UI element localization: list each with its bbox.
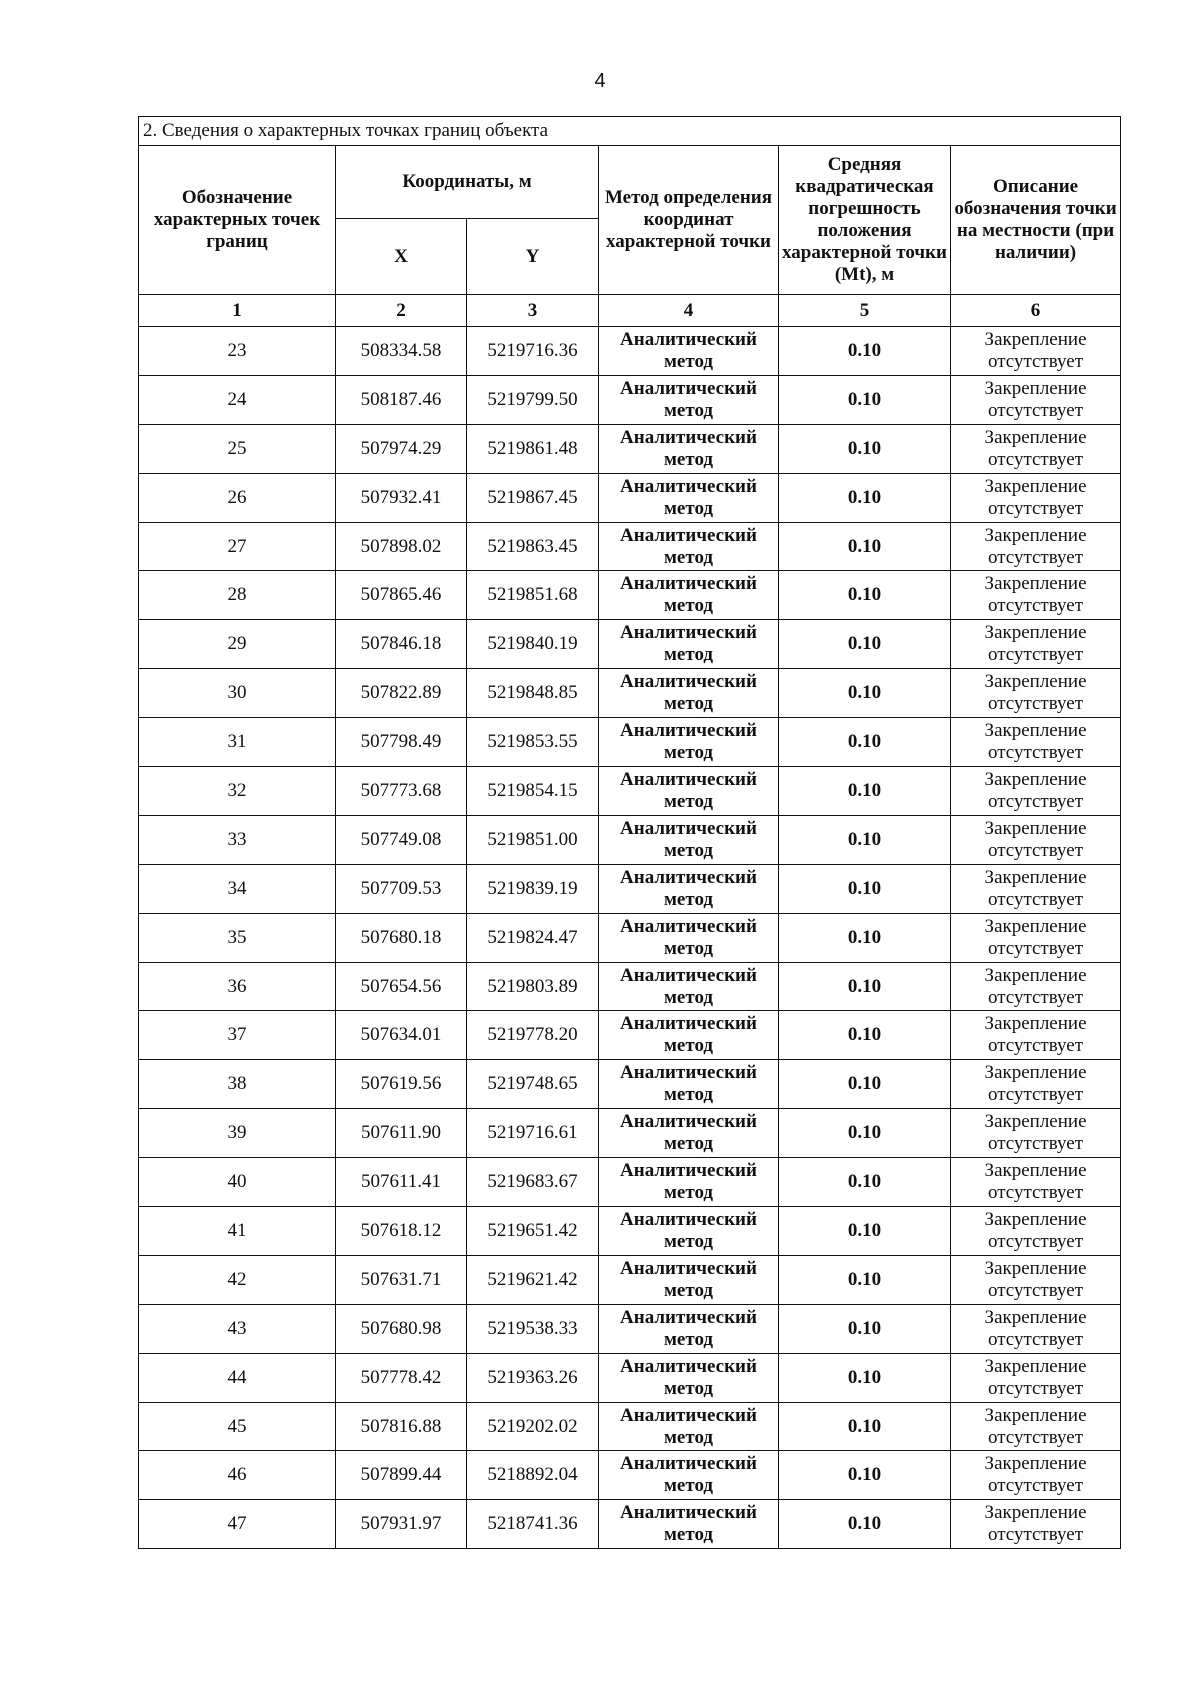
description-cell [951,1304,1121,1353]
method-line-1: Аналитический [620,475,757,497]
table-row [139,669,1121,718]
method-cell [599,767,779,816]
description-cell [951,1011,1121,1060]
header-description: Описание обозначения точки на местности (при наличии) [951,146,1121,295]
table-row [139,1255,1121,1304]
method-line-1: Аналитический [620,1502,757,1524]
point-number: 40 [139,1158,336,1207]
method-cell [599,473,779,522]
coordinate-x: 507778.42 [336,1353,467,1402]
coordinate-x: 508334.58 [336,327,467,376]
description-line-2: отсутствует [988,839,1084,861]
coordinate-x: 507865.46 [336,571,467,620]
description-cell [951,1158,1121,1207]
accuracy-value: 0.10 [779,1500,951,1549]
description-line-2: отсутствует [988,790,1084,812]
description-line-1: Закрепление [984,1160,1087,1182]
table-row [139,571,1121,620]
point-number: 42 [139,1255,336,1304]
accuracy-value: 0.10 [779,1451,951,1500]
method-cell [599,620,779,669]
table-row [139,1011,1121,1060]
description-line-2: отсутствует [988,693,1084,715]
coordinate-y: 5218892.04 [467,1451,599,1500]
accuracy-value: 0.10 [779,962,951,1011]
accuracy-value: 0.10 [779,1207,951,1256]
point-number: 27 [139,522,336,571]
description-cell [951,767,1121,816]
description-cell [951,375,1121,424]
coordinate-y: 5219851.68 [467,571,599,620]
point-number: 26 [139,473,336,522]
method-line-2: метод [663,1328,714,1350]
coordinate-x: 507798.49 [336,718,467,767]
method-line-1: Аналитический [620,426,757,448]
description-cell [951,571,1121,620]
description-cell [951,1500,1121,1549]
description-line-1: Закрепление [984,524,1087,546]
description-cell [951,815,1121,864]
table-row [139,1353,1121,1402]
description-line-1: Закрепление [984,915,1087,937]
accuracy-value: 0.10 [779,327,951,376]
table-row [139,815,1121,864]
description-line-2: отсутствует [988,1475,1084,1497]
accuracy-value: 0.10 [779,1402,951,1451]
method-line-1: Аналитический [620,328,757,350]
coordinate-x: 507932.41 [336,473,467,522]
point-number: 31 [139,718,336,767]
accuracy-value: 0.10 [779,669,951,718]
point-number: 28 [139,571,336,620]
point-number: 30 [139,669,336,718]
description-line-1: Закрепление [984,720,1087,742]
method-cell [599,718,779,767]
description-line-2: отсутствует [988,448,1084,470]
description-line-2: отсутствует [988,644,1084,666]
coordinate-x: 507631.71 [336,1255,467,1304]
description-line-2: отсутствует [988,1328,1084,1350]
accuracy-value: 0.10 [779,1060,951,1109]
accuracy-value: 0.10 [779,571,951,620]
method-line-2: метод [663,1035,714,1057]
description-line-1: Закрепление [984,1111,1087,1133]
description-line-2: отсутствует [988,742,1084,764]
table-row [139,1060,1121,1109]
table-row [139,1500,1121,1549]
header-method: Метод определения координат характерной точки [599,146,779,295]
method-line-1: Аналитический [620,866,757,888]
section-title: 2. Сведения о характерных точках границ объекта [139,117,1121,146]
method-line-2: метод [663,1133,714,1155]
method-line-1: Аналитический [620,1062,757,1084]
point-number: 36 [139,962,336,1011]
coordinate-x: 507899.44 [336,1451,467,1500]
method-line-2: метод [663,1524,714,1546]
accuracy-value: 0.10 [779,1304,951,1353]
coordinate-x: 507816.88 [336,1402,467,1451]
accuracy-value: 0.10 [779,522,951,571]
description-line-1: Закрепление [984,1062,1087,1084]
point-number: 23 [139,327,336,376]
coordinate-y: 5218741.36 [467,1500,599,1549]
method-line-2: метод [663,1279,714,1301]
method-line-1: Аналитический [620,768,757,790]
table-body [139,327,1121,1549]
description-cell [951,424,1121,473]
table-row [139,1451,1121,1500]
point-number: 45 [139,1402,336,1451]
description-line-2: отсутствует [988,1279,1084,1301]
method-line-1: Аналитический [620,720,757,742]
description-line-2: отсутствует [988,1182,1084,1204]
coordinate-x: 507618.12 [336,1207,467,1256]
method-cell [599,375,779,424]
point-number: 24 [139,375,336,424]
method-line-1: Аналитический [620,1257,757,1279]
description-line-2: отсутствует [988,1230,1084,1252]
coordinate-x: 507773.68 [336,767,467,816]
accuracy-value: 0.10 [779,767,951,816]
point-number: 47 [139,1500,336,1549]
description-line-2: отсутствует [988,595,1084,617]
method-line-1: Аналитический [620,964,757,986]
accuracy-value: 0.10 [779,718,951,767]
description-line-1: Закрепление [984,1013,1087,1035]
accuracy-value: 0.10 [779,424,951,473]
point-number: 32 [139,767,336,816]
description-line-1: Закрепление [984,1306,1087,1328]
coordinate-y: 5219716.36 [467,327,599,376]
coordinate-x: 508187.46 [336,375,467,424]
coordinate-y: 5219363.26 [467,1353,599,1402]
description-line-1: Закрепление [984,1502,1087,1524]
coordinate-y: 5219621.42 [467,1255,599,1304]
coordinate-x: 507709.53 [336,864,467,913]
description-line-1: Закрепление [984,1355,1087,1377]
table-row [139,1158,1121,1207]
coordinate-y: 5219683.67 [467,1158,599,1207]
method-line-2: метод [663,839,714,861]
header-y: Y [467,219,599,295]
description-line-2: отсутствует [988,888,1084,910]
table-row [139,473,1121,522]
coordinate-x: 507822.89 [336,669,467,718]
method-line-1: Аналитический [620,671,757,693]
method-line-2: метод [663,1377,714,1399]
method-cell [599,1011,779,1060]
description-line-1: Закрепление [984,377,1087,399]
method-cell [599,1500,779,1549]
method-line-1: Аналитический [620,377,757,399]
description-line-1: Закрепление [984,964,1087,986]
accuracy-value: 0.10 [779,1353,951,1402]
method-line-2: метод [663,742,714,764]
description-cell [951,718,1121,767]
coordinate-y: 5219202.02 [467,1402,599,1451]
description-line-2: отсутствует [988,1426,1084,1448]
coordinate-y: 5219853.55 [467,718,599,767]
method-line-2: метод [663,546,714,568]
method-cell [599,1060,779,1109]
method-cell [599,1353,779,1402]
table-row [139,522,1121,571]
method-line-2: метод [663,644,714,666]
table-row [139,375,1121,424]
description-line-2: отсутствует [988,1133,1084,1155]
coordinate-y: 5219799.50 [467,375,599,424]
coordinate-y: 5219863.45 [467,522,599,571]
column-number-1: 1 [139,295,336,327]
coordinate-x: 507898.02 [336,522,467,571]
coordinate-x: 507974.29 [336,424,467,473]
point-number: 29 [139,620,336,669]
method-cell [599,1304,779,1353]
description-line-2: отсутствует [988,399,1084,421]
coordinate-x: 507931.97 [336,1500,467,1549]
accuracy-value: 0.10 [779,913,951,962]
coordinate-x: 507680.18 [336,913,467,962]
header-accuracy: Средняя квадратическая погрешность положения характерной точки (Mt), м [779,146,951,295]
accuracy-value: 0.10 [779,815,951,864]
method-line-2: метод [663,1230,714,1252]
table-row [139,1109,1121,1158]
description-line-1: Закрепление [984,475,1087,497]
accuracy-value: 0.10 [779,864,951,913]
coordinate-y: 5219716.61 [467,1109,599,1158]
coordinate-x: 507680.98 [336,1304,467,1353]
coordinate-x: 507846.18 [336,620,467,669]
description-line-2: отсутствует [988,350,1084,372]
page-number: 4 [594,70,606,92]
method-line-2: метод [663,1426,714,1448]
accuracy-value: 0.10 [779,1255,951,1304]
description-line-1: Закрепление [984,1208,1087,1230]
coordinate-x: 507654.56 [336,962,467,1011]
method-line-1: Аналитический [620,1404,757,1426]
description-line-1: Закрепление [984,1404,1087,1426]
description-cell [951,962,1121,1011]
accuracy-value: 0.10 [779,1158,951,1207]
description-cell [951,473,1121,522]
description-line-1: Закрепление [984,622,1087,644]
accuracy-value: 0.10 [779,375,951,424]
column-number-2: 2 [336,295,467,327]
description-line-2: отсутствует [988,1377,1084,1399]
table-row [139,913,1121,962]
method-line-2: метод [663,497,714,519]
method-cell [599,962,779,1011]
boundary-points-table [138,116,1121,1549]
description-cell [951,522,1121,571]
column-number-3: 3 [467,295,599,327]
description-line-1: Закрепление [984,1453,1087,1475]
description-cell [951,669,1121,718]
coordinate-y: 5219651.42 [467,1207,599,1256]
method-cell [599,1158,779,1207]
point-number: 33 [139,815,336,864]
method-line-1: Аналитический [620,915,757,937]
method-line-1: Аналитический [620,1013,757,1035]
method-cell [599,913,779,962]
table-row [139,1402,1121,1451]
table-row [139,718,1121,767]
coordinate-x: 507619.56 [336,1060,467,1109]
description-cell [951,1353,1121,1402]
description-line-2: отсутствует [988,497,1084,519]
table-row [139,327,1121,376]
method-line-2: метод [663,937,714,959]
method-cell [599,815,779,864]
coordinate-y: 5219840.19 [467,620,599,669]
description-line-2: отсутствует [988,1035,1084,1057]
description-line-1: Закрепление [984,328,1087,350]
point-number: 44 [139,1353,336,1402]
method-line-1: Аналитический [620,1111,757,1133]
method-cell [599,1451,779,1500]
method-line-2: метод [663,790,714,812]
coordinate-x: 507634.01 [336,1011,467,1060]
column-number-5: 5 [779,295,951,327]
coordinate-y: 5219824.47 [467,913,599,962]
method-line-1: Аналитический [620,1208,757,1230]
coordinate-y: 5219839.19 [467,864,599,913]
point-number: 43 [139,1304,336,1353]
description-cell [951,327,1121,376]
method-line-2: метод [663,448,714,470]
coordinate-y: 5219778.20 [467,1011,599,1060]
header-x: X [336,219,467,295]
coordinate-y: 5219748.65 [467,1060,599,1109]
method-line-2: метод [663,1084,714,1106]
description-line-2: отсутствует [988,937,1084,959]
coordinate-y: 5219848.85 [467,669,599,718]
table-row [139,962,1121,1011]
table-row [139,767,1121,816]
coordinate-y: 5219538.33 [467,1304,599,1353]
table-row [139,1304,1121,1353]
point-number: 38 [139,1060,336,1109]
point-number: 46 [139,1451,336,1500]
coordinate-y: 5219851.00 [467,815,599,864]
description-cell [951,1451,1121,1500]
header-designation: Обозначение характерных точек границ [139,146,336,295]
description-cell [951,1060,1121,1109]
description-cell [951,913,1121,962]
description-line-1: Закрепление [984,671,1087,693]
method-cell [599,1402,779,1451]
column-number-6: 6 [951,295,1121,327]
description-cell [951,620,1121,669]
description-line-2: отсутствует [988,546,1084,568]
method-line-1: Аналитический [620,622,757,644]
point-number: 39 [139,1109,336,1158]
table-row [139,424,1121,473]
point-number: 35 [139,913,336,962]
point-number: 37 [139,1011,336,1060]
coordinate-y: 5219803.89 [467,962,599,1011]
method-line-1: Аналитический [620,573,757,595]
description-cell [951,1207,1121,1256]
method-line-1: Аналитический [620,1306,757,1328]
method-line-2: метод [663,350,714,372]
method-line-1: Аналитический [620,1453,757,1475]
method-line-2: метод [663,693,714,715]
description-line-2: отсутствует [988,1524,1084,1546]
method-line-1: Аналитический [620,1160,757,1182]
coordinate-x: 507611.90 [336,1109,467,1158]
method-line-2: метод [663,399,714,421]
coordinate-y: 5219867.45 [467,473,599,522]
point-number: 41 [139,1207,336,1256]
method-cell [599,571,779,620]
method-line-2: метод [663,595,714,617]
method-cell [599,522,779,571]
method-cell [599,1207,779,1256]
method-line-1: Аналитический [620,524,757,546]
method-line-1: Аналитический [620,1355,757,1377]
method-line-2: метод [663,986,714,1008]
coordinate-x: 507611.41 [336,1158,467,1207]
coordinate-y: 5219861.48 [467,424,599,473]
method-cell [599,327,779,376]
coordinate-x: 507749.08 [336,815,467,864]
table-row [139,620,1121,669]
method-cell [599,1109,779,1158]
description-line-2: отсутствует [988,1084,1084,1106]
description-line-1: Закрепление [984,573,1087,595]
method-line-2: метод [663,888,714,910]
description-line-1: Закрепление [984,817,1087,839]
method-cell [599,1255,779,1304]
accuracy-value: 0.10 [779,1011,951,1060]
header-coordinates: Координаты, м [336,146,599,219]
column-number-4: 4 [599,295,779,327]
description-line-1: Закрепление [984,866,1087,888]
method-cell [599,669,779,718]
description-cell [951,1402,1121,1451]
method-line-2: метод [663,1182,714,1204]
description-line-2: отсутствует [988,986,1084,1008]
point-number: 25 [139,424,336,473]
method-cell [599,424,779,473]
coordinate-y: 5219854.15 [467,767,599,816]
method-line-1: Аналитический [620,817,757,839]
description-cell [951,1255,1121,1304]
description-line-1: Закрепление [984,768,1087,790]
description-line-1: Закрепление [984,426,1087,448]
table-row [139,1207,1121,1256]
accuracy-value: 0.10 [779,1109,951,1158]
description-line-1: Закрепление [984,1257,1087,1279]
description-cell [951,864,1121,913]
method-line-2: метод [663,1475,714,1497]
table-row [139,864,1121,913]
accuracy-value: 0.10 [779,620,951,669]
accuracy-value: 0.10 [779,473,951,522]
point-number: 34 [139,864,336,913]
description-cell [951,1109,1121,1158]
method-cell [599,864,779,913]
